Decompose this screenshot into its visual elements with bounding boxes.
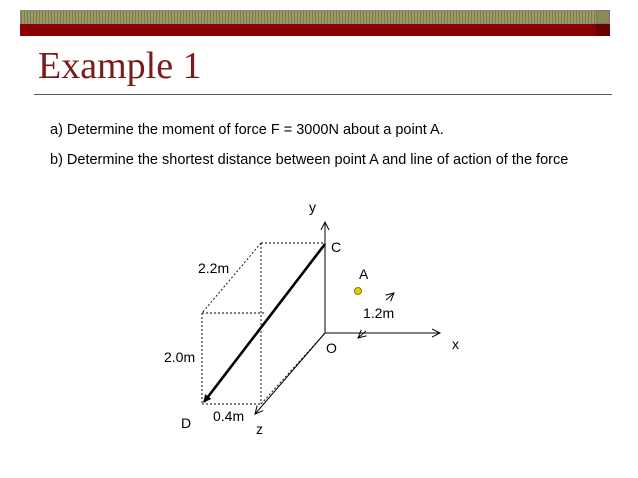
label-o: O (326, 340, 337, 356)
label-x: x (452, 336, 459, 352)
dim-arrow-up (386, 293, 394, 300)
dim-arrow-down (358, 331, 366, 338)
label-y: y (309, 199, 316, 215)
point-a-marker (355, 288, 362, 295)
label-d: D (181, 415, 192, 431)
label-z: z (256, 421, 263, 437)
z-axis (255, 333, 325, 414)
question-b: b) Determine the shortest distance between point A and line of action of the force (50, 152, 569, 168)
label-dim-0-4: 0.4m (213, 408, 245, 424)
label-c: C (331, 239, 342, 255)
label-dim-1-2: 1.2m (363, 305, 395, 321)
slide-title: Example 1 (38, 45, 202, 87)
question-a: a) Determine the moment of force F = 3000N about a point A. (50, 122, 444, 138)
label-a: A (359, 266, 369, 282)
label-dim-2-0: 2.0m (164, 349, 196, 365)
label-dim-2-2: 2.2m (198, 260, 230, 276)
